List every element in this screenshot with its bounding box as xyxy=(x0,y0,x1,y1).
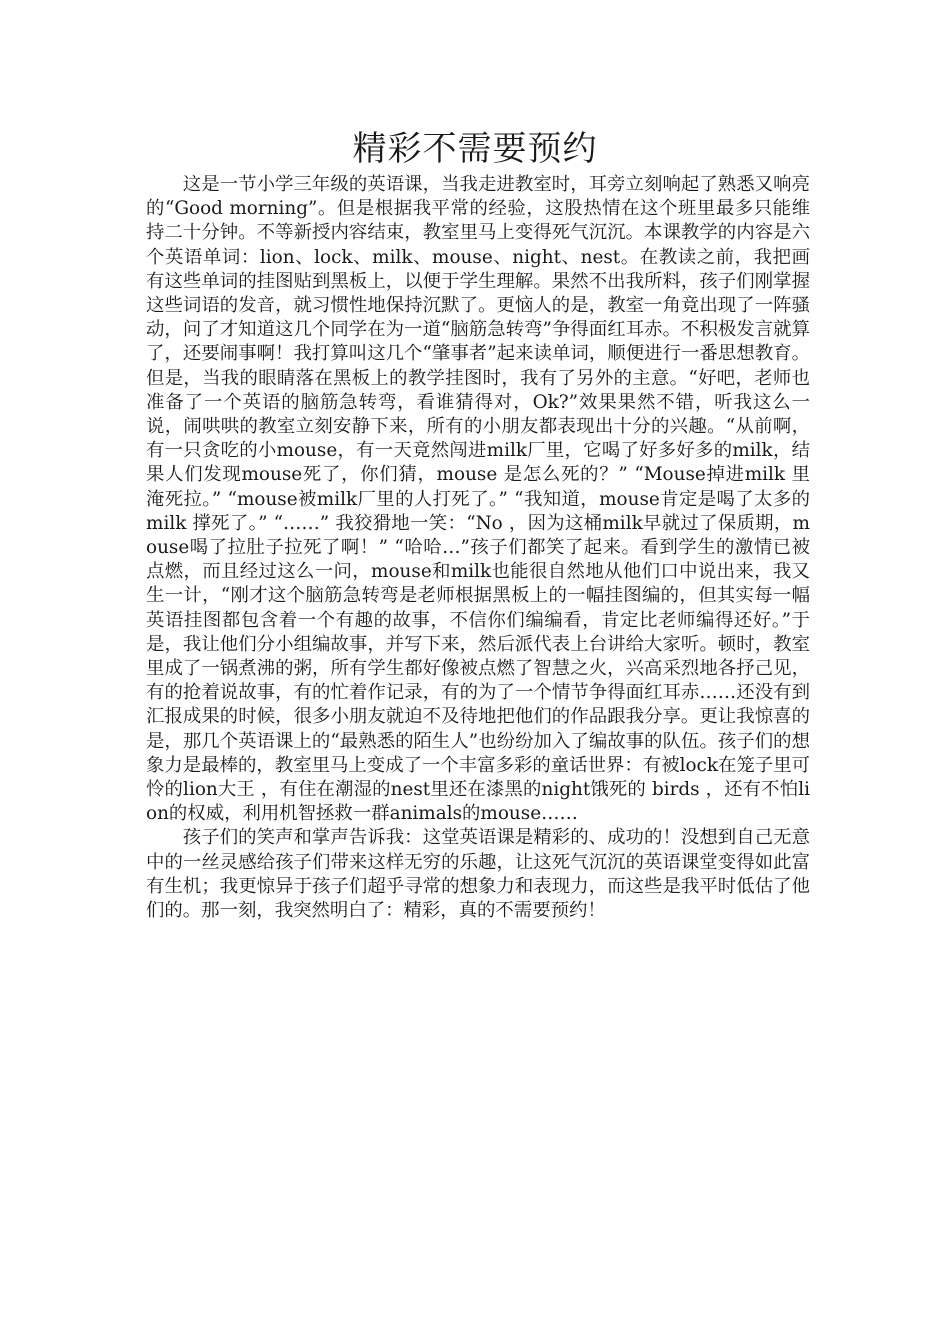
paragraph-1: 这是一节小学三年级的英语课，当我走进教室时，耳旁立刻响起了熟悉又响亮的“Good morning”。但是根据我平常的经验，这股热情在这个班里最多只能维持二十分钟。不等新授内容结束，教室里马上变得死气沉沉。本课教学的内容是六个英语单词：lion、lock、milk、mouse、night、nest。在教读之前，我把画有这些单词的挂图贴到黑板上，以便于学生理解。果然不出我所料，孩子们刚掌握这些词语的发音，就习惯性地保持沉默了。更恼人的是，教室一角竟出现了一阵骚动，问了才知道这几个同学在为一道“脑筋急转弯”争得面红耳赤。不积极发言就算了，还要闹事啊！我打算叫这几个“肇事者”起来读单词，顺便进行一番思想教育。但是，当我的眼睛落在黑板上的教学挂图时，我有了另外的主意。“好吧，老师也准备了一个英语的脑筋急转弯，看谁猜得对，Ok?”效果果然不错，听我这么一说，闹哄哄的教室立刻安静下来，所有的小朋友都表现出十分的兴趣。“从前啊，有一只贪吃的小mouse，有一天竟然闯进milk厂里，它喝了好多好多的milk，结果人们发现mouse死了，你们猜，mouse 是怎么死的？” “Mouse掉进milk 里淹死拉。” “mouse被milk厂里的人打死了。” “我知道，mouse肯定是喝了太多的milk 撑死了。” “……” 我狡猾地一笑：“No ，因为这桶milk早就过了保质期，mouse喝了拉肚子拉死了啊！” “哈哈…”孩子们都笑了起来。看到学生的激情已被点燃，而且经过这么一问，mouse和milk也能很自然地从他们口中说出来，我又生一计，“刚才这个脑筋急转弯是老师根据黑板上的一幅挂图编的，但其实每一幅英语挂图都包含着一个有趣的故事，不信你们编编看，肯定比老师编得还好。”于是，我让他们分小组编故事，并写下来，然后派代表上台讲给大家听。顿时，教室里成了一锅煮沸的粥，所有学生都好像被点燃了智慧之火，兴高采烈地各抒己见，有的抢着说故事，有的忙着作记录，有的为了一个情节争得面红耳赤……还没有到汇报成果的时候，很多小朋友就迫不及待地把他们的作品跟我分享。更让我惊喜的是，那几个英语课上的“最熟悉的陌生人”也纷纷加入了编故事的队伍。孩子们的想象力是最棒的，教室里马上变成了一个丰富多彩的童话世界：有被lock在笼子里可怜的lion大王 ，有住在潮湿的nest里还在漆黑的night饿死的 birds ，还有不怕lion的权威，利用机智拯救一群animals的mouse…… xyxy=(146,174,810,825)
document-title: 精彩不需要预约 xyxy=(352,129,598,169)
document-body xyxy=(146,173,810,923)
paragraph-2: 孩子们的笑声和掌声告诉我：这堂英语课是精彩的、成功的！没想到自己无意中的一丝灵感给孩子们带来这样无穷的乐趣，让这死气沉沉的英语课堂变得如此富有生机；我更惊异于孩子们超乎寻常的想象力和表现力，而这些是我平时低估了他们的。那一刻，我突然明白了：精彩，真的不需要预约！ xyxy=(146,827,810,922)
